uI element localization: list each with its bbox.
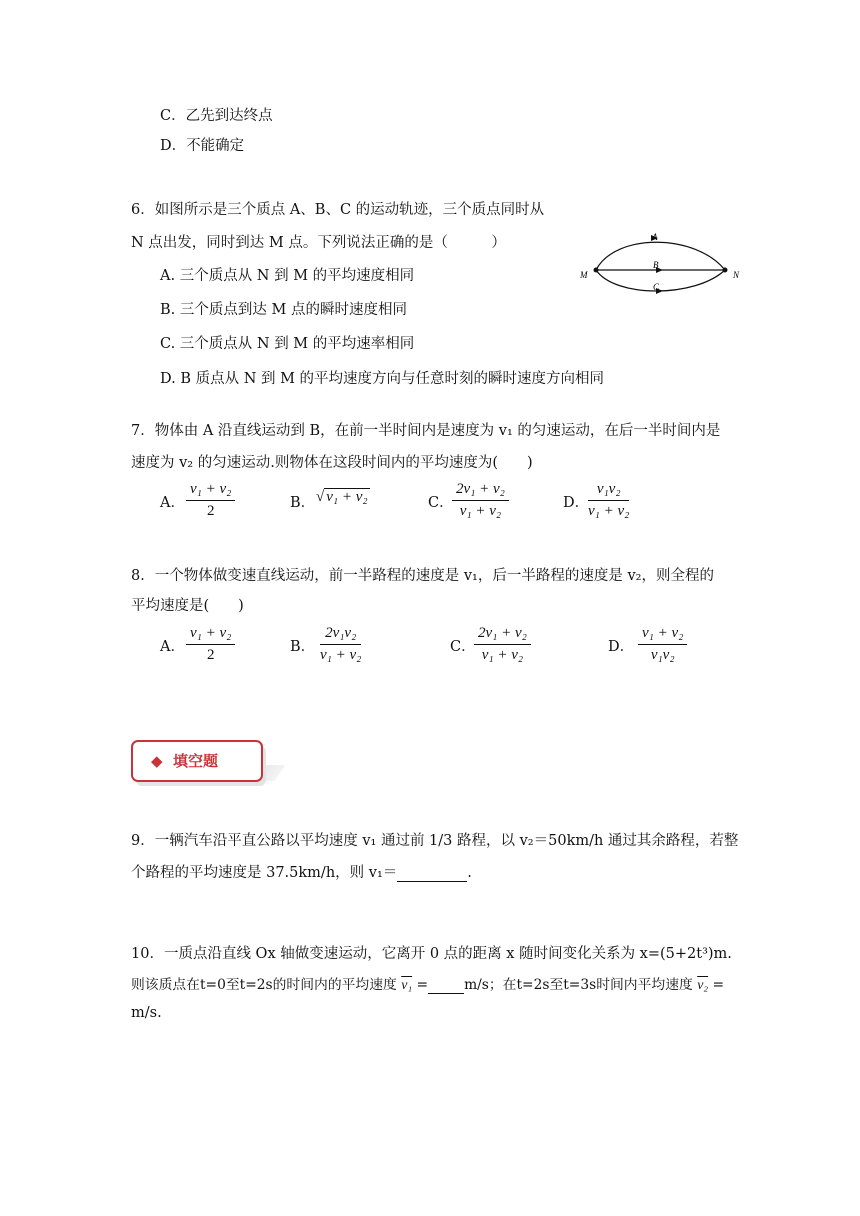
q7-stem-line1: 7．物体由 A 沿直线运动到 B，在前一半时间内是速度为 v₁ 的匀速运动，在后一半时间内是	[131, 423, 721, 439]
q10-answer-blank-1[interactable]	[428, 977, 464, 994]
q7-label-c: C．	[428, 495, 454, 511]
q10-line2-eq2: =	[708, 977, 725, 993]
q8-label-c: C．	[450, 639, 476, 655]
section-title-text: 填空题	[173, 752, 219, 770]
q9-stem-line2	[131, 861, 472, 882]
q9-stem-line2-text: 个路程的平均速度是 37.5km/h，则 v₁＝	[131, 865, 398, 881]
trajectory-label-n: N	[733, 270, 740, 280]
q8-option-a-fraction	[186, 625, 235, 664]
q8-option-a-numerator: v₁ + v₂	[186, 625, 235, 645]
q9-stem-line1: 9．一辆汽车沿平直公路以平均速度 v₁ 通过前 1/3 路程，以 v₂＝50km/h 通过其余路程，若整	[131, 833, 739, 849]
q8-label-d: D．	[608, 639, 635, 655]
q6-stem-line2: N 点出发，同时到达 M 点。下列说法正确的是（ ）	[131, 235, 506, 251]
q9-stem-line2-end: .	[467, 865, 472, 881]
q7-option-a-numerator: v₁ + v₂	[186, 481, 235, 501]
q7-option-d-fraction	[588, 481, 629, 520]
q7-option-a-fraction	[186, 481, 235, 520]
q6-stem-line1: 6．如图所示是三个质点 A、B、C 的运动轨迹，三个质点同时从	[131, 202, 545, 218]
q6-option-b: B. 三个质点到达 M 点的瞬时速度相同	[160, 302, 407, 318]
trajectory-label-a: A	[652, 232, 658, 242]
q8-option-c-denominator: v₁ + v₂	[481, 647, 524, 663]
q10-line2-eq1: =	[412, 977, 429, 993]
q8-option-b-fraction	[320, 625, 361, 664]
q10-stem-line1: 10．一质点沿直线 Ox 轴做变速运动，它离开 0 点的距离 x 随时间变化关系为 x=(5+2t³)m.	[131, 946, 732, 962]
q6-option-c: C. 三个质点从 N 到 M 的平均速率相同	[160, 336, 415, 352]
q10-line2-text-a: 则该质点在t=0至t=2s的时间内的平均速度	[131, 977, 397, 993]
q7-option-b-sqrt: √ v₁ + v₂	[316, 489, 368, 505]
q8-option-d-denominator: v₁v₂	[650, 647, 675, 663]
section-header	[131, 740, 263, 782]
q7-option-b-radicand: v₁ + v₂	[326, 489, 368, 505]
q7-label-d: D．	[563, 495, 590, 511]
q5-option-d: D．不能确定	[160, 138, 245, 154]
q7-stem-line2: 速度为 v₂ 的匀速运动.则物体在这段时间内的平均速度为( )	[131, 455, 533, 471]
diamond-icon: ◆	[151, 752, 163, 770]
q10-v1-symbol: v₁	[401, 977, 413, 992]
q7-option-d-numerator: v₁v₂	[588, 481, 629, 501]
q7-option-c-fraction	[452, 481, 509, 520]
trajectory-label-c: C	[653, 282, 660, 292]
q8-stem-line1: 8．一个物体做变速直线运动，前一半路程的速度是 v₁，后一半路程的速度是 v₂，则全程的	[131, 568, 714, 584]
q7-label-a: A．	[160, 495, 185, 511]
q7-option-c-numerator: 2v₁ + v₂	[452, 481, 509, 501]
q7-option-c-denominator: v₁ + v₂	[459, 503, 502, 519]
q8-option-d-numerator: v₁ + v₂	[638, 625, 687, 645]
q8-option-a-denominator: 2	[206, 647, 215, 663]
trajectory-label-m: M	[580, 270, 588, 280]
q7-option-d-denominator: v₁ + v₂	[588, 503, 630, 519]
q8-stem-line2: 平均速度是( )	[131, 598, 244, 614]
q9-answer-blank[interactable]	[397, 865, 467, 882]
trajectory-figure	[575, 228, 750, 298]
q8-option-d-fraction	[638, 625, 687, 664]
q8-label-b: B．	[290, 639, 316, 655]
q8-label-a: A．	[160, 639, 185, 655]
q8-option-b-denominator: v₁ + v₂	[320, 647, 362, 663]
q10-v2-symbol: v₂	[697, 977, 709, 992]
q7-option-a-denominator: 2	[206, 503, 215, 519]
q6-option-a: A. 三个质点从 N 到 M 的平均速度相同	[160, 268, 415, 284]
q8-option-c-numerator: 2v₁ + v₂	[474, 625, 531, 645]
q8-option-c-fraction	[474, 625, 531, 664]
q8-option-b-numerator: 2v₁v₂	[320, 625, 361, 645]
q5-option-c: C．乙先到达终点	[160, 108, 273, 124]
trajectory-label-b: B	[653, 260, 659, 270]
q7-label-b: B．	[290, 495, 316, 511]
q10-stem-line2	[131, 973, 724, 994]
q6-option-d: D. B 质点从 N 到 M 的平均速度方向与任意时刻的瞬时速度方向相同	[160, 371, 605, 387]
section-title	[151, 750, 218, 771]
q10-line2-text-c: m/s；在t=2s至t=3s时间内平均速度	[464, 977, 693, 993]
q10-stem-line3: m/s.	[131, 1005, 162, 1021]
